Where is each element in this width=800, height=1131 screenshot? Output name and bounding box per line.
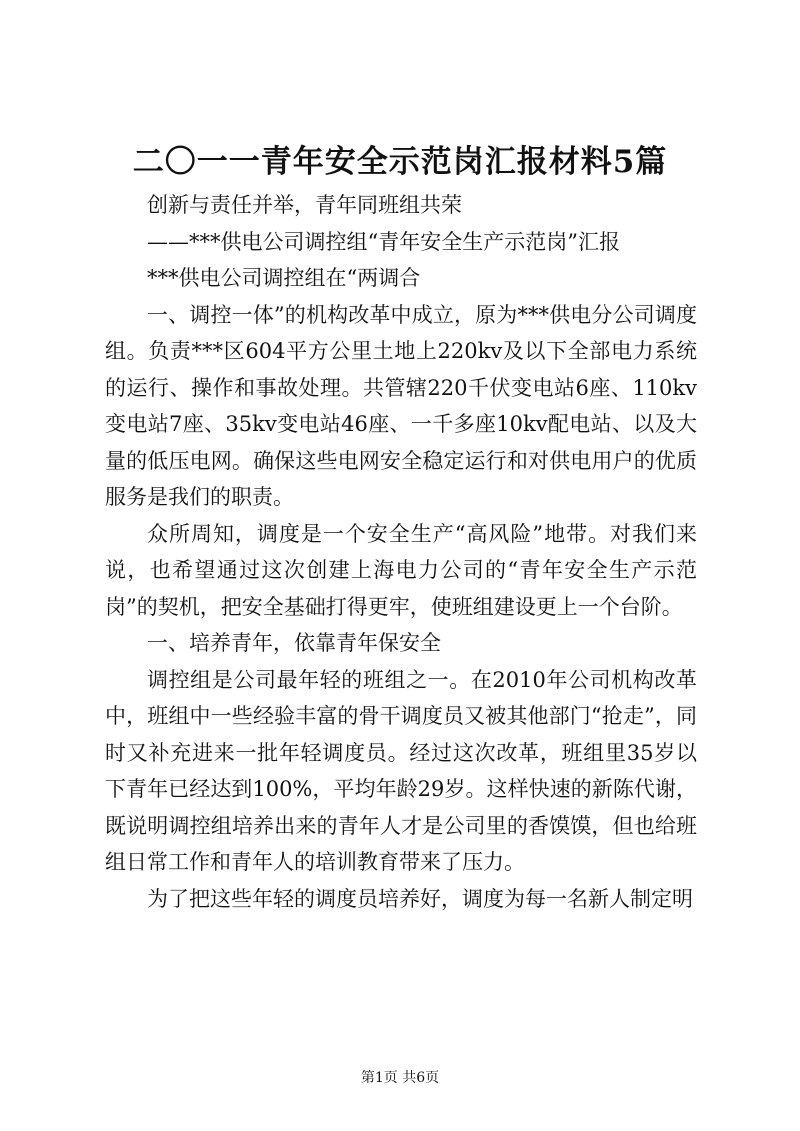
- paragraph-risk: 众所周知，调度是一个安全生产“高风险”地带。对我们来说，也希望通过这次创建上海电力公司的“青年安全生产示范岗”的契机，把安全基础打得更牢，使班组建设更上一个台阶。: [105, 521, 697, 619]
- section-heading: 一、培养青年，依靠青年保安全: [147, 631, 441, 655]
- paragraph-organization: 一、调控一体”的机构改革中成立，原为***供电分公司调度组。负责***区604平方公里土地上220kv及以下全部电力系统的运行、操作和事故处理。共管辖220千伏变电站6座、110kv变电站7座、35kv变电站46座、一千多座10kv配电站、以及大量的低压电网。确保这些电网安全稳定运行和对供电用户的优质服务是我们的职责。: [105, 302, 697, 509]
- paragraph-team: 调控组是公司最年轻的班组之一。在2010年公司机构改革中，班组中一些经验丰富的骨干调度员又被其他部门“抢走”，同时又补充进来一批年轻调度员。经过这次改革，班组里35岁以下青年已经达到100%，平均年龄29岁。这样快速的新陈代谢，既说明调控组培养出来的青年人才是公司里的香馍馍，但也给班组日常工作和青年人的培训教育带来了压力。: [105, 667, 697, 874]
- paragraph-subtitle: 创新与责任并举，青年同班组共荣: [147, 193, 462, 217]
- paragraph-training: 为了把这些年轻的调度员培养好，调度为每一名新人制定明: [147, 886, 693, 911]
- document-title: 二〇一一青年安全示范岗汇报材料5篇: [132, 144, 668, 180]
- page-indicator: 第1页 共6页: [360, 1070, 440, 1086]
- paragraph-intro-start: ***供电公司调控组在“两调合: [147, 266, 421, 290]
- document-body: [105, 187, 697, 917]
- paragraph-report-line: ——***供电公司调控组“青年安全生产示范岗”汇报: [147, 229, 620, 254]
